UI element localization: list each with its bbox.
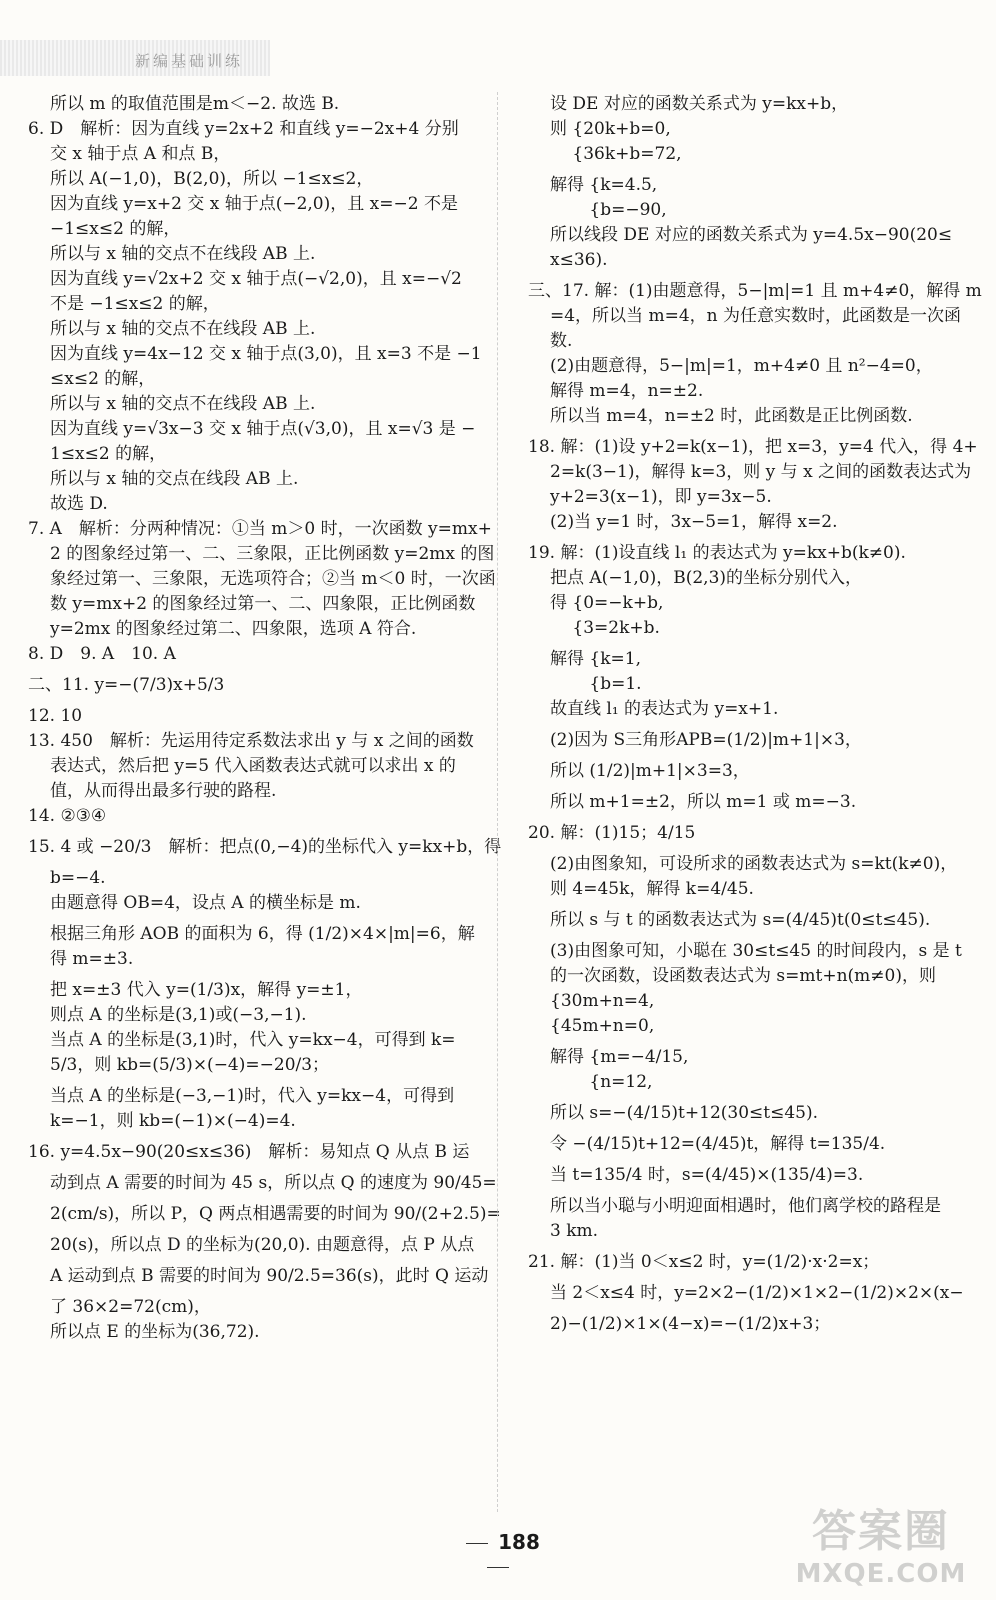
text-line: y+2=3(x−1)，即 y=3x−5. <box>550 487 772 507</box>
text-line: k=−1，则 kb=(−1)×(−4)=4. <box>50 1111 296 1131</box>
text-line: 当点 A 的坐标是(3,1)时，代入 y=kx−4，可得到 k= <box>50 1030 456 1050</box>
text-line: −1≤x≤2 的解， <box>50 219 181 239</box>
text-line: 14. ②③④ <box>28 806 107 826</box>
text-line: 15. 4 或 −20/3 解析：把点(0,−4)的坐标代入 y=kx+b，得 <box>28 837 502 857</box>
column-divider <box>497 92 498 1512</box>
text-line: 所以 (1/2)|m+1|×3=3， <box>550 761 750 781</box>
text-line: 则点 A 的坐标是(3,1)或(−3,−1). <box>50 1005 307 1025</box>
text-line: 所以与 x 轴的交点不在线段 AB 上. <box>50 244 316 264</box>
text-line: 数 y=mx+2 的图象经过第一、二、四象限，正比例函数 <box>50 594 476 614</box>
text-line: 由题意得 OB=4，设点 A 的横坐标是 m. <box>50 893 361 913</box>
text-line: b=−4. <box>50 868 106 888</box>
text-line: 13. 450 解析：先运用待定系数法求出 y 与 x 之间的函数 <box>28 731 474 751</box>
text-line: 不是 −1≤x≤2 的解， <box>50 294 220 314</box>
text-line: 20(s)，所以点 D 的坐标为(20,0). 由题意得，点 P 从点 <box>50 1235 475 1255</box>
text-line: =4，所以当 m=4，n 为任意实数时，此函数是一次函 <box>550 306 961 326</box>
text-line: 当点 A 的坐标是(−3,−1)时，代入 y=kx−4，可得到 <box>50 1086 455 1106</box>
text-line: 设 DE 对应的函数关系式为 y=kx+b， <box>550 94 849 114</box>
text-line: (2)由题意得，5−|m|=1，m+4≠0 且 n²−4=0， <box>550 356 933 376</box>
watermark-logo <box>776 1505 986 1595</box>
text-line: 三、17. 解：(1)由题意得，5−|m|=1 且 m+4≠0，解得 m <box>528 281 982 301</box>
text-line: 5/3，则 kb=(5/3)×(−4)=−20/3； <box>50 1055 330 1075</box>
text-line: 16. y=4.5x−90(20≤x≤36) 解析：易知点 Q 从点 B 运 <box>28 1142 470 1162</box>
text-line: 所以 s 与 t 的函数表达式为 s=(4/45)t(0≤t≤45). <box>550 910 931 930</box>
text-line: {n=12, <box>550 1072 653 1092</box>
text-line: 二、11. y=−(7/3)x+5/3 <box>28 675 225 695</box>
text-line: x≤36). <box>550 250 608 270</box>
text-line: 故直线 l₁ 的表达式为 y=x+1. <box>550 699 779 719</box>
text-line: 所以与 x 轴的交点在线段 AB 上. <box>50 469 299 489</box>
text-line: 所以 s=−(4/15)t+12(30≤t≤45). <box>550 1103 819 1123</box>
text-line: 7. A 解析：分两种情况：①当 m＞0 时，一次函数 y=mx+ <box>28 519 492 539</box>
text-line: 则 {20k+b=0, <box>550 119 671 139</box>
page-number: 188 <box>440 1530 556 1578</box>
right-column <box>528 92 982 1337</box>
text-line: 6. D 解析：因为直线 y=2x+2 和直线 y=−2x+4 分别 <box>28 119 459 139</box>
text-line: 解得 m=4，n=±2. <box>550 381 704 401</box>
text-line: 故选 D. <box>50 494 108 514</box>
text-line: 根据三角形 AOB 的面积为 6，得 (1/2)×4×|m|=6，解 <box>50 924 475 944</box>
text-line: {b=1. <box>550 674 642 694</box>
text-line: 象经过第一、三象限，无选项符合；②当 m＜0 时，一次函 <box>50 569 496 589</box>
text-line: 所以 m 的取值范围是m＜−2. 故选 B. <box>50 94 340 114</box>
text-line: 令 −(4/15)t+12=(4/45)t，解得 t=135/4. <box>550 1134 886 1154</box>
text-line: (3)由图象可知，小聪在 30≤t≤45 的时间段内，s 是 t <box>550 941 962 961</box>
text-line: 动到点 A 需要的时间为 45 s，所以点 Q 的速度为 90/45= <box>50 1173 497 1193</box>
text-line: 当 2＜x≤4 时，y=2×2−(1/2)×1×2−(1/2)×2×(x− <box>550 1283 964 1303</box>
text-line: 因为直线 y=x+2 交 x 轴于点(−2,0)，且 x=−2 不是 <box>50 194 458 214</box>
text-line: 得 m=±3. <box>50 949 134 969</box>
text-line: A 运动到点 B 需要的时间为 90/2.5=36(s)，此时 Q 运动 <box>50 1266 489 1286</box>
text-line: 所以与 x 轴的交点不在线段 AB 上. <box>50 319 316 339</box>
text-line: 解得 {k=4.5, <box>550 175 658 195</box>
text-line: ≤x≤2 的解， <box>50 369 156 389</box>
text-line: 解得 {m=−4/15, <box>550 1047 689 1067</box>
text-line: 因为直线 y=√2x+2 交 x 轴于点(−√2,0)，且 x=−√2 <box>50 269 462 289</box>
text-line: 所以 A(−1,0)，B(2,0)，所以 −1≤x≤2， <box>50 169 374 189</box>
text-line: 12. 10 <box>28 706 83 726</box>
text-line: 1≤x≤2 的解， <box>50 444 167 464</box>
text-line: 所以当小聪与小明迎面相遇时，他们离学校的路程是 <box>550 1196 941 1216</box>
text-line: 所以当 m=4，n=±2 时，此函数是正比例函数. <box>550 406 913 426</box>
text-line: {b=−90, <box>550 200 667 220</box>
text-line: 则 4=45k，解得 k=4/45. <box>550 879 754 899</box>
text-line: 所以线段 DE 对应的函数关系式为 y=4.5x−90(20≤ <box>550 225 953 245</box>
text-line: 20. 解：(1)15；4/15 <box>528 823 696 843</box>
text-line: 解得 {k=1, <box>550 649 641 669</box>
text-line: {30m+n=4, <box>550 991 655 1011</box>
text-line: 把 x=±3 代入 y=(1/3)x，解得 y=±1， <box>50 980 363 1000</box>
text-line: 了 36×2=72(cm)， <box>50 1297 211 1317</box>
text-line: 2 的图象经过第一、二、三象限，正比例函数 y=2mx 的图 <box>50 544 495 564</box>
text-line: 所以与 x 轴的交点不在线段 AB 上. <box>50 394 316 414</box>
text-line: {36k+b=72, <box>550 144 682 164</box>
header-title: 新编基础训练 <box>135 52 244 70</box>
text-line: 3 km. <box>550 1221 599 1241</box>
text-line: {45m+n=0, <box>550 1016 655 1036</box>
watermark-text: 答案圈 <box>812 1506 950 1557</box>
text-line: y=2mx 的图象经过第二、四象限，选项 A 符合. <box>50 619 417 639</box>
text-line: 交 x 轴于点 A 和点 B， <box>50 144 231 164</box>
left-column <box>28 92 502 1345</box>
text-line: (2)由图象知，可设所求的函数表达式为 s=kt(k≠0)， <box>550 854 958 874</box>
text-line: 因为直线 y=4x−12 交 x 轴于点(3,0)，且 x=3 不是 −1 <box>50 344 482 364</box>
text-line: 表达式，然后把 y=5 代入函数表达式就可以求出 x 的 <box>50 756 456 776</box>
text-line: (2)当 y=1 时，3x−5=1，解得 x=2. <box>550 512 838 532</box>
text-line: 数. <box>550 331 573 351</box>
watermark-url: MXQE.COM <box>795 1559 967 1589</box>
text-line: 值，从而得出最多行驶的路程. <box>50 781 277 801</box>
text-line: 2)−(1/2)×1×(4−x)=−(1/2)x+3； <box>550 1314 831 1334</box>
text-line: 2(cm/s)，所以 P，Q 两点相遇需要的时间为 90/(2+2.5)= <box>50 1204 501 1224</box>
text-line: 的一次函数，设函数表达式为 s=mt+n(m≠0)，则 <box>550 966 936 986</box>
text-line: 18. 解：(1)设 y+2=k(x−1)，把 x=3，y=4 代入，得 4+ <box>528 437 978 457</box>
text-line: 所以 m+1=±2，所以 m=1 或 m=−3. <box>550 792 857 812</box>
text-line: {3=2k+b. <box>550 618 660 638</box>
text-line: 把点 A(−1,0)，B(2,3)的坐标分别代入， <box>550 568 863 588</box>
text-line: 2=k(3−1)，解得 k=3，则 y 与 x 之间的函数表达式为 <box>550 462 972 482</box>
text-line: 因为直线 y=√3x−3 交 x 轴于点(√3,0)，且 x=√3 是 − <box>50 419 476 439</box>
text-line: 得 {0=−k+b, <box>550 593 664 613</box>
text-line: 21. 解：(1)当 0＜x≤2 时，y=(1/2)·x·2=x； <box>528 1252 880 1272</box>
text-line: 19. 解：(1)设直线 l₁ 的表达式为 y=kx+b(k≠0). <box>528 543 906 563</box>
text-line: (2)因为 S三角形APB=(1/2)|m+1|×3， <box>550 730 862 750</box>
text-line: 8. D 9. A 10. A <box>28 644 176 664</box>
text-line: 所以点 E 的坐标为(36,72). <box>50 1322 260 1342</box>
text-line: 当 t=135/4 时，s=(4/45)×(135/4)=3. <box>550 1165 864 1185</box>
